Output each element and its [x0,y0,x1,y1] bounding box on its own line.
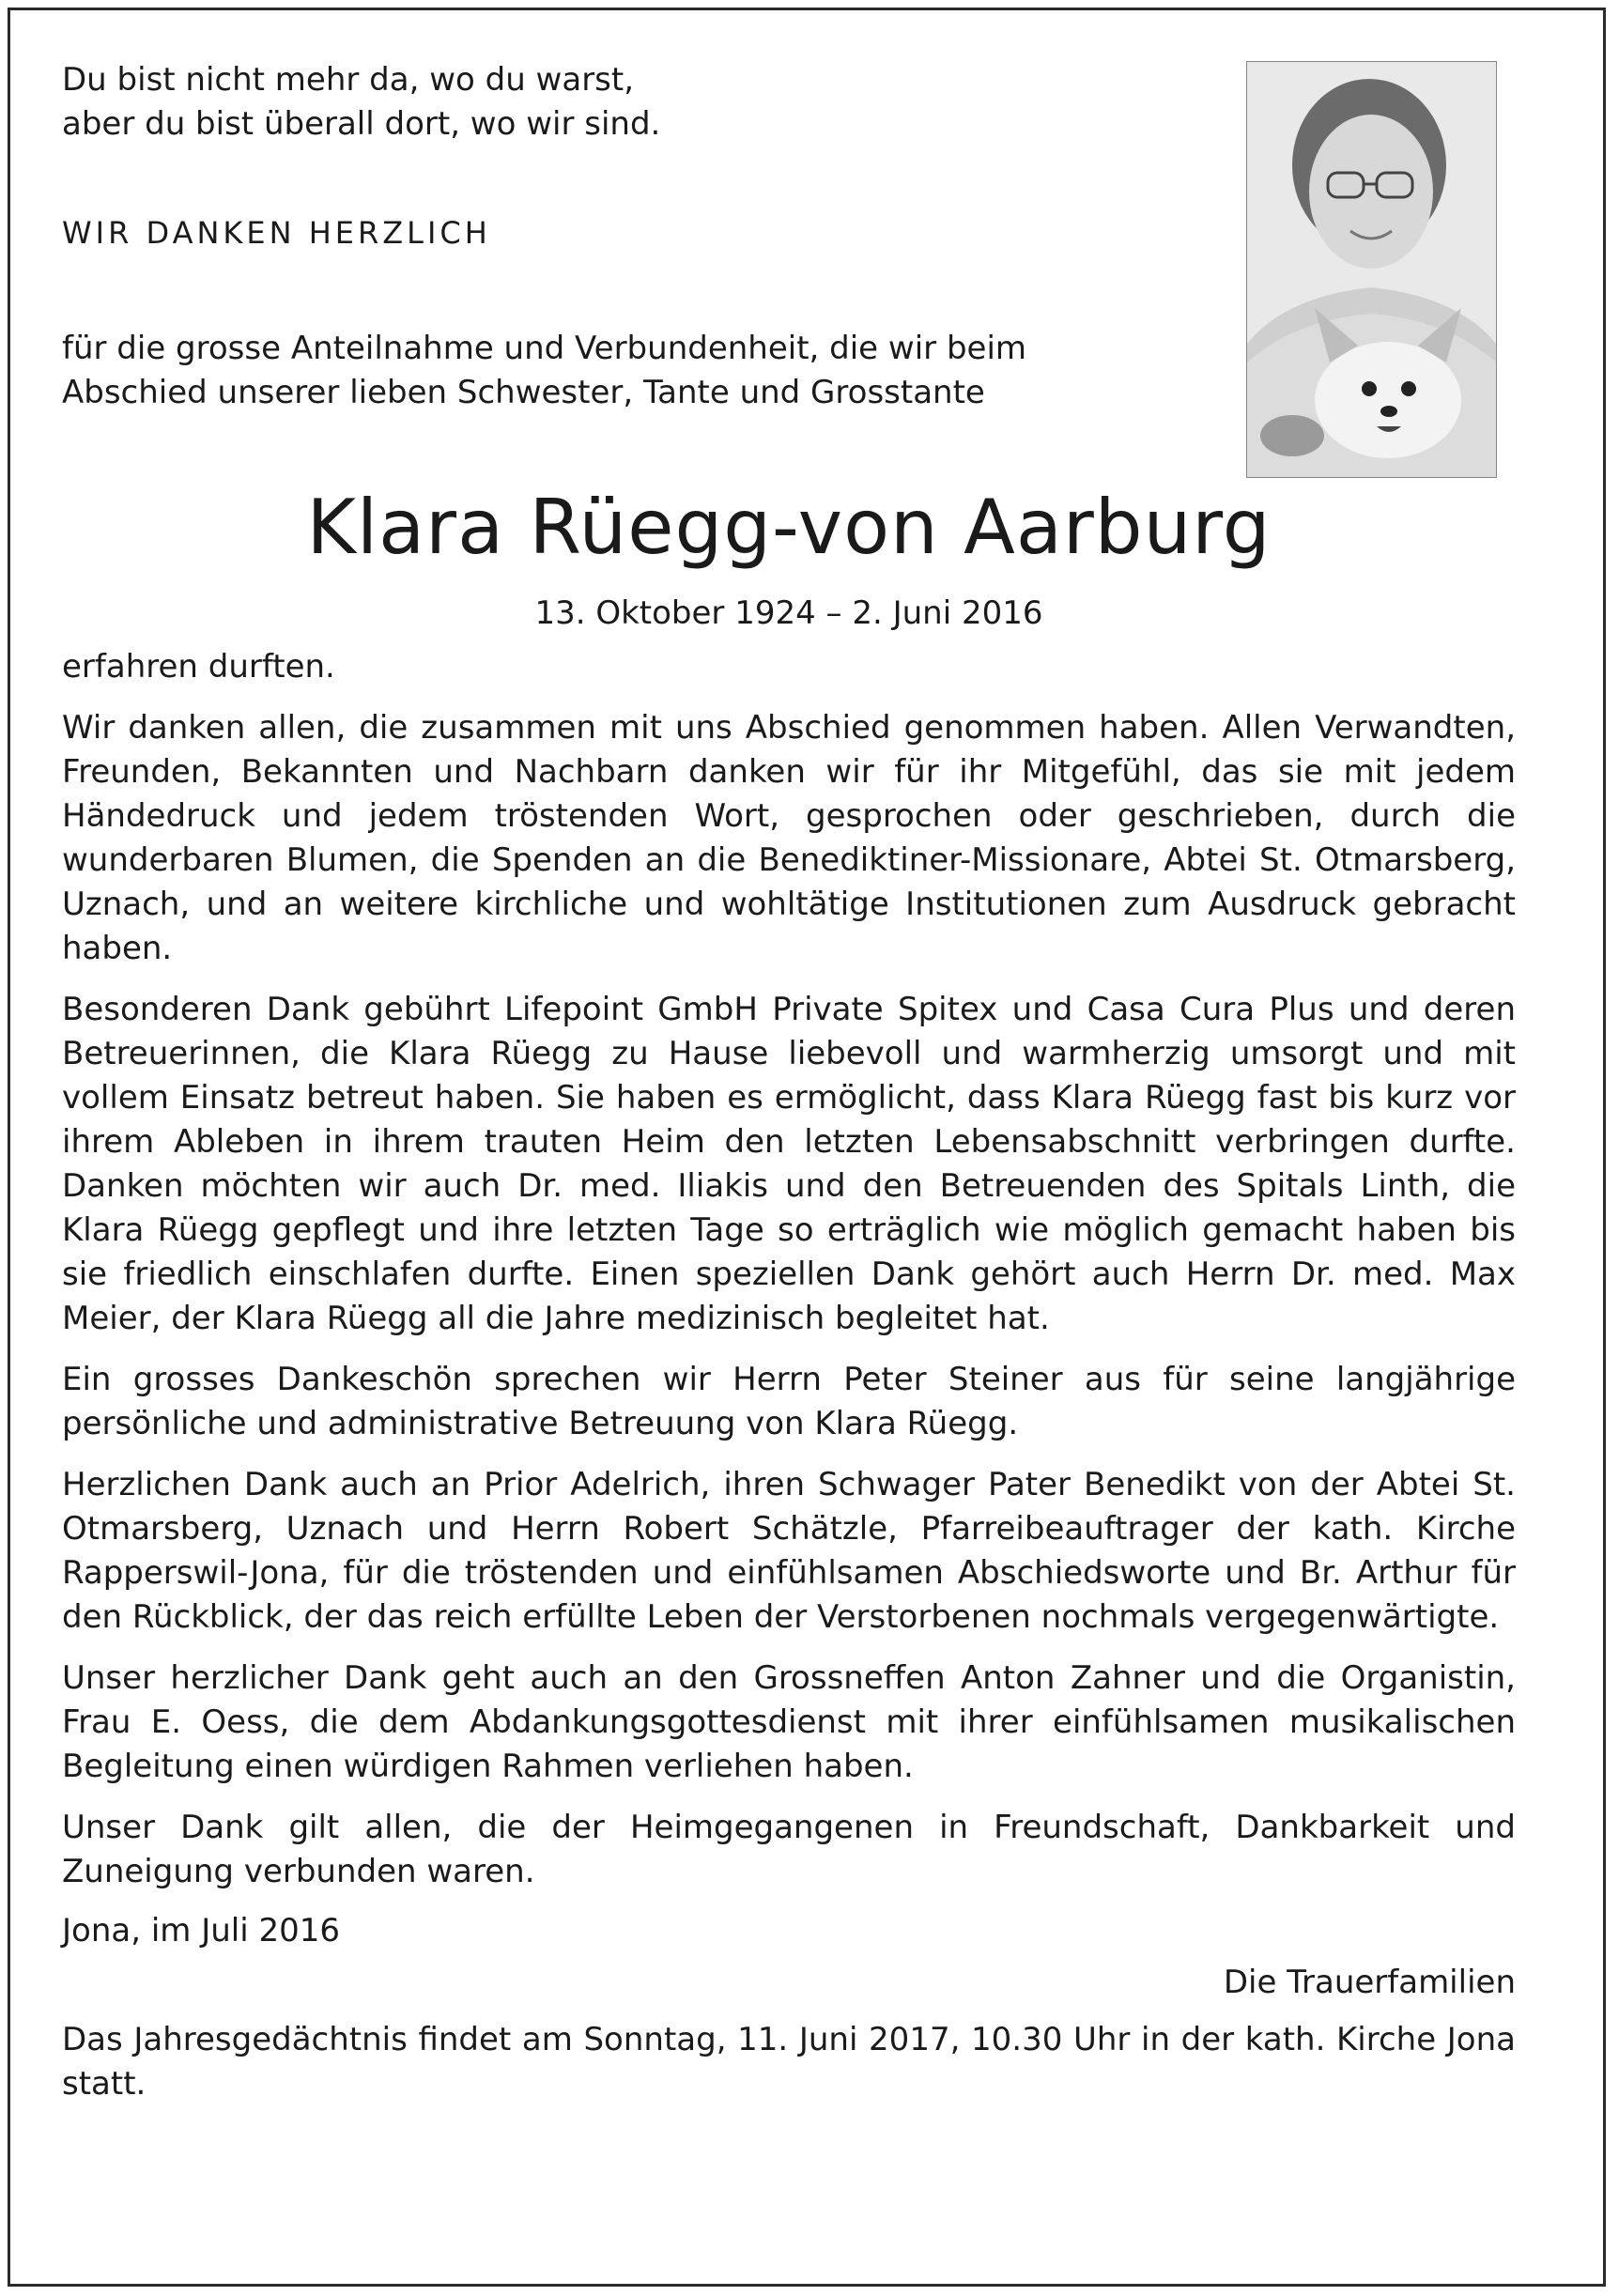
after-name-text: erfahren durften. [62,648,335,686]
motto-line-2: aber du bist überall dort, wo wir sind. [62,105,661,143]
life-dates: 13. Oktober 1924 – 2. Juni 2016 [534,594,1043,632]
intro-line-2: Abschied unserer lieben Schwester, Tante und Grosstante [62,374,985,411]
intro-line-1: für die grosse Anteilnahme und Verbundenheit, die wir beim [62,330,1027,367]
signature: Die Trauerfamilien [1223,1964,1516,2001]
paragraph-thanks-care: Besonderen Dank gebührt Lifepoint GmbH Private Spitex und Casa Cura Plus und deren Betreuerinnen, die Klara Rüegg zu Hause liebevoll und warmherzig umsorgt und mit vollem Einsatz betreut haben. Sie haben es ermöglicht, dass Klara Rüegg fast bis kurz vor ihrem Ableben in ihrem trauten Heim den letzten Lebensabschnitt verbringen durfte. Danken möchten wir auch Dr. med. Iliakis und den Betreuenden des Spitals Linth, die Klara Rüegg gepflegt und ihre letzten Tage so erträglich wie möglich gemacht haben bis sie friedlich einschlafen durfte. Einen speziellen Dank gehört auch Herrn Dr. med. Max Meier, der Klara Rüegg all die Jahre medizinisch begleitet hat. [62,991,1516,1337]
paragraph-thanks-friends: Unser Dank gilt allen, die der Heimgegangenen in Freundschaft, Dankbarkeit und Zuneigung verbunden waren. [62,1809,1516,1890]
paragraph-thanks-steiner: Ein grosses Dankeschön sprechen wir Herrn Peter Steiner aus für seine langjährige persönliche und administrative Betreuung von Klara Rüegg. [62,1361,1516,1442]
paragraph-thanks-all: Wir danken allen, die zusammen mit uns Abschied genommen haben. Allen Verwandten, Freunden, Bekannten und Nachbarn danken wir für ihr Mitgefühl, das sie mit jedem Händedruck und jedem tröstenden Wort, gesprochen oder geschrieben, durch die wunderbaren Blumen, die Spenden an die Benediktiner-Missionare, Abtei St. Otmarsberg, Uznach, und an weitere kirchliche und wohltätige Institutionen zum Ausdruck gebracht haben. [62,709,1516,967]
paragraph-thanks-music: Unser herzlicher Dank geht auch an den Grossneffen Anton Zahner und die Organistin, Frau E. Oess, die dem Abdankungsgottesdienst mit ihrer einfühlsamen musikalischen Begleitung einen würdigen Rahmen verliehen haben. [62,1659,1516,1785]
memorial-notice: Das Jahresgedächtnis findet am Sonntag, 11. Juni 2017, 10.30 Uhr in der kath. Kirche Jona statt. [62,2021,1516,2103]
motto-line-1: Du bist nicht mehr da, wo du warst, [62,61,635,99]
paragraph-thanks-clergy: Herzlichen Dank auch an Prior Adelrich, ihren Schwager Pater Benedikt von der Abtei St. Otmarsberg, Uznach und Herrn Robert Schätzle, Pfarreibeauftrager der kath. Kirche Rapperswil-Jona, für die tröstenden und einfühlsamen Abschiedsworte und Br. Arthur für den Rückblick, der das reich erfüllte Leben der Verstorbenen nochmals vergegenwärtigte. [62,1466,1516,1636]
portrait-photo-icon [1246,61,1497,478]
place-date: Jona, im Juli 2016 [62,1912,341,1949]
deceased-name: Klara Rüegg-von Aarburg [306,484,1272,571]
thanks-heading: WIR DANKEN HERZLICH [62,215,491,251]
obituary-notice [62,58,1516,2106]
